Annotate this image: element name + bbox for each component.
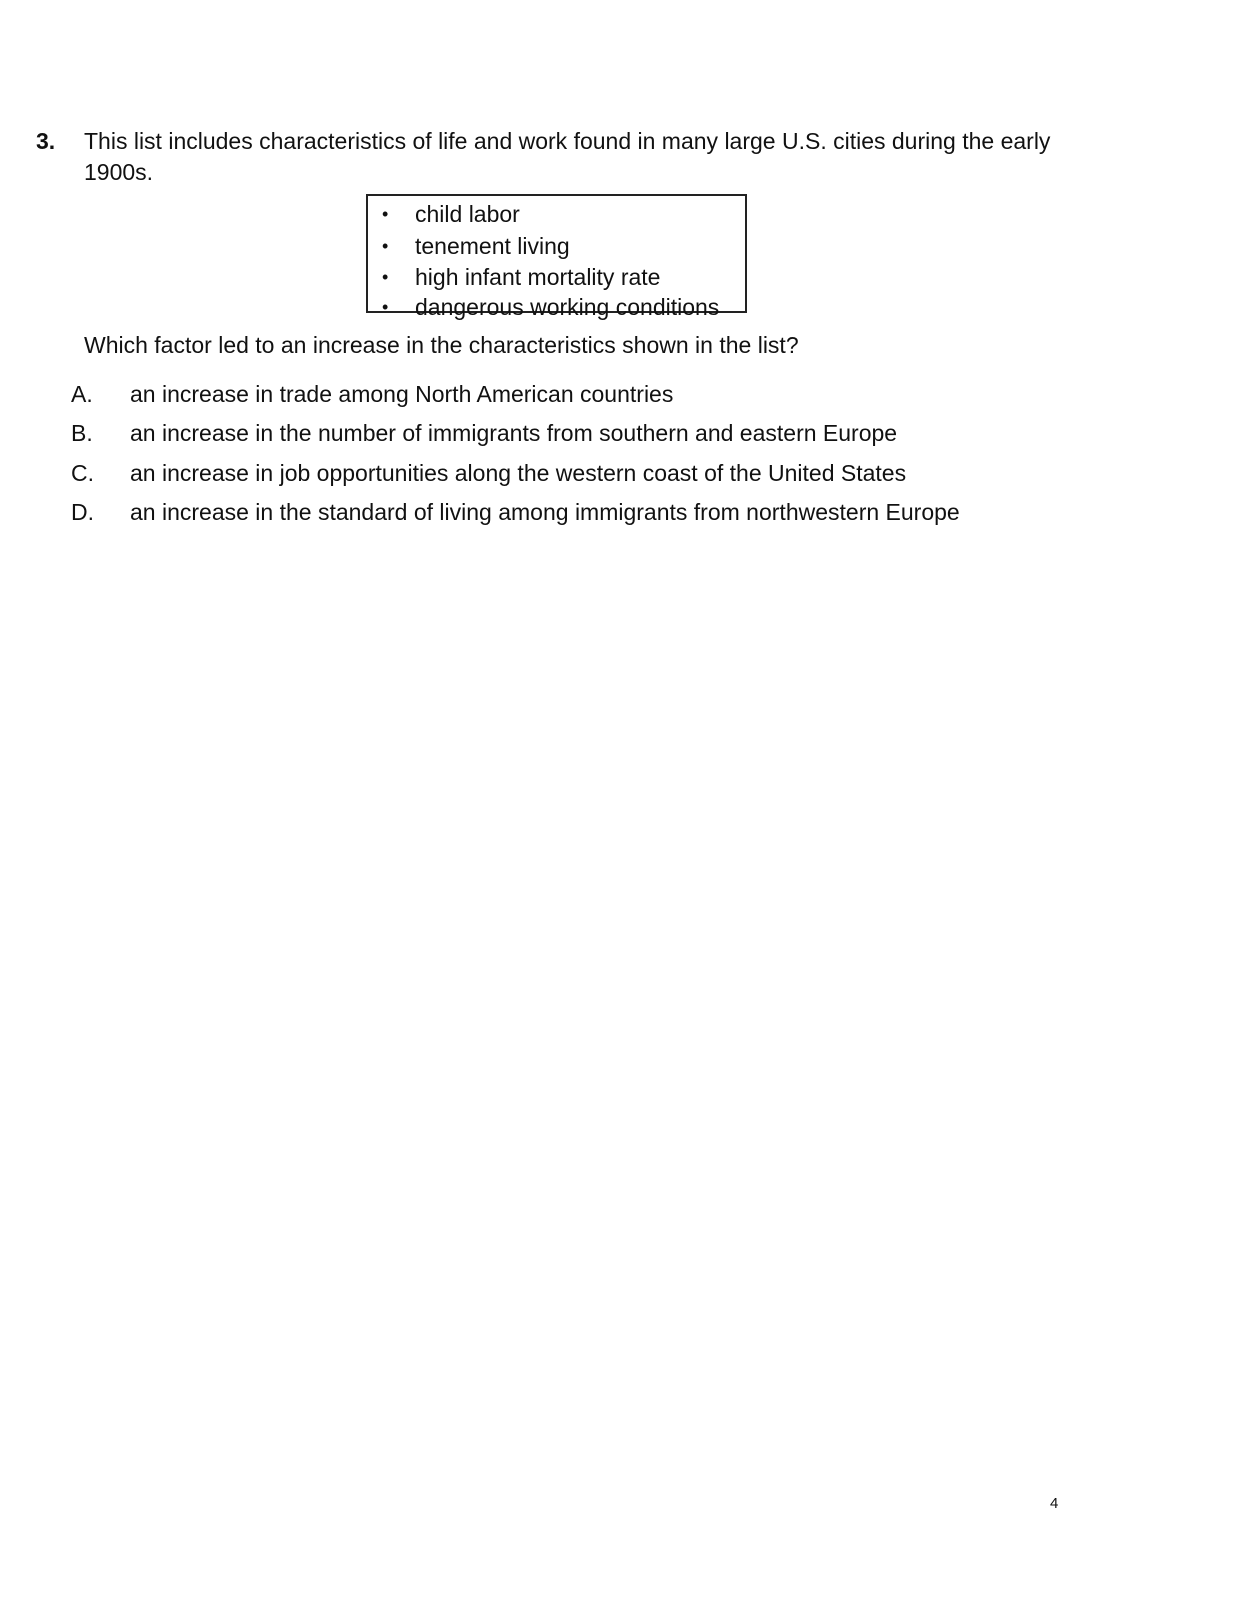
bullet-icon: • [382, 236, 389, 256]
question-stem: This list includes characteristics of life and work found in many large U.S. cities during the early 1900s. [84, 128, 1051, 185]
option-letter: D. [71, 499, 94, 525]
page-number: 4 [1050, 1495, 1059, 1512]
list-item-text: dangerous working conditions [415, 294, 720, 320]
option-letter: A. [71, 381, 93, 407]
bullet-icon: • [382, 297, 389, 317]
question-prompt: Which factor led to an increase in the characteristics shown in the list? [84, 332, 799, 358]
bullet-icon: • [382, 204, 389, 224]
list-item-text: child labor [415, 201, 520, 227]
option-text: an increase in the standard of living among immigrants from northwestern Europe [130, 499, 960, 525]
option-letter: C. [71, 460, 94, 486]
option-letter: B. [71, 420, 93, 446]
option-text: an increase in trade among North American countries [130, 381, 674, 407]
question-number: 3. [36, 128, 56, 154]
option-text: an increase in the number of immigrants from southern and eastern Europe [130, 420, 898, 446]
list-item-text: tenement living [415, 233, 570, 259]
list-item-text: high infant mortality rate [415, 264, 661, 290]
characteristics-list-box [366, 194, 747, 320]
bullet-icon: • [382, 267, 389, 287]
option-text: an increase in job opportunities along the western coast of the United States [130, 460, 907, 486]
